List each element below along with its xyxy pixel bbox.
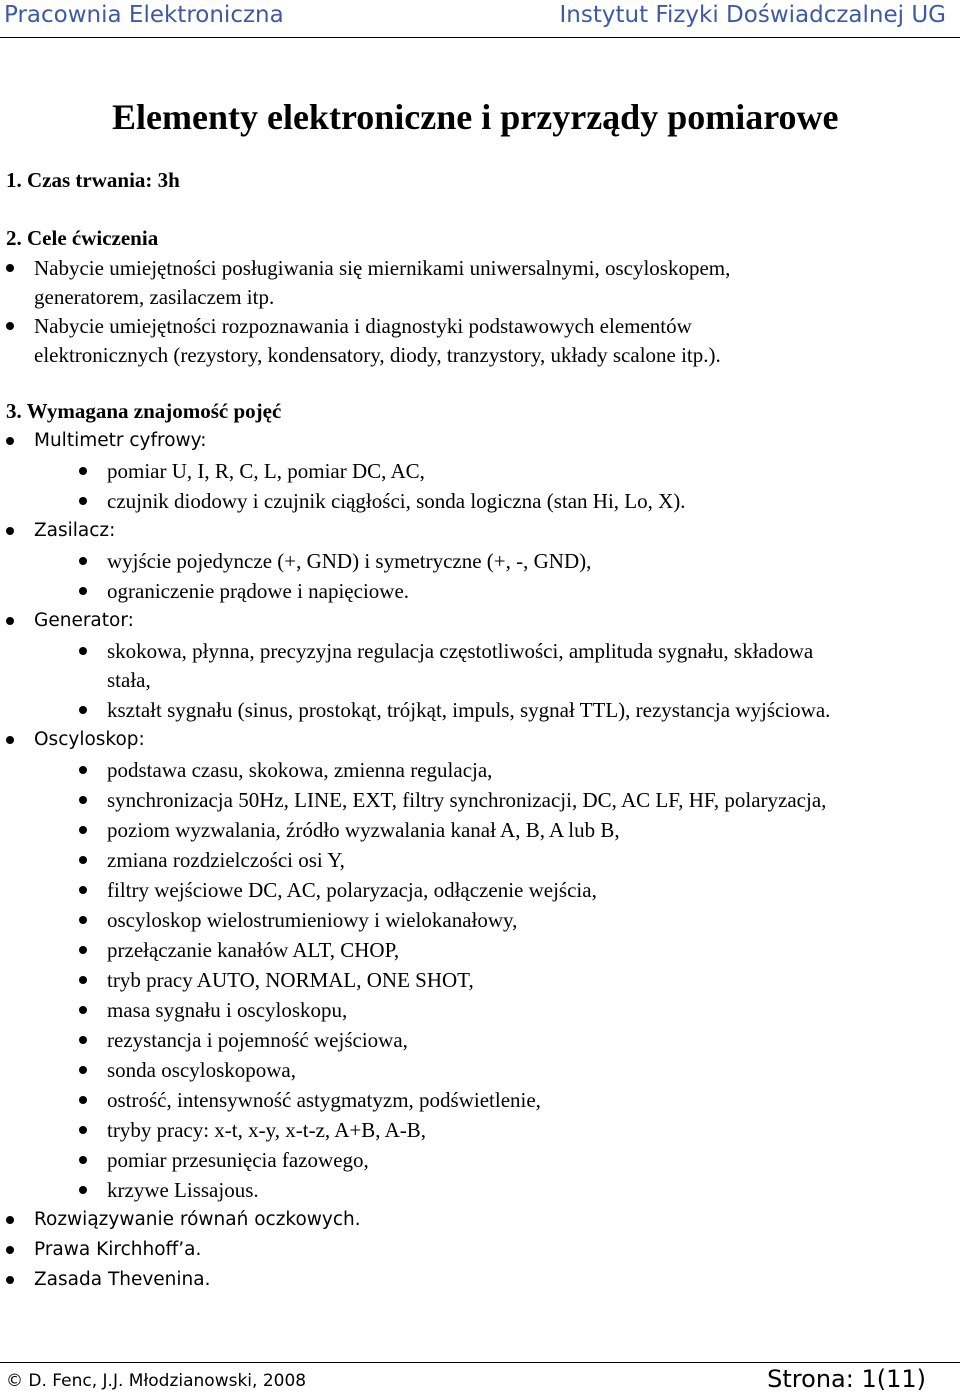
document-title: Elementy elektroniczne i przyrządy pomiarowe: [112, 97, 839, 137]
list-item: wyjście pojedyncze (+, GND) i symetryczne (+, -, GND),: [107, 549, 592, 573]
bullet: [79, 647, 87, 655]
list-item: pomiar U, I, R, C, L, pomiar DC, AC,: [107, 459, 425, 483]
list-item: czujnik diodowy i czujnik ciągłości, sonda logiczna (stan Hi, Lo, X).: [107, 489, 686, 513]
bullet: [79, 946, 87, 954]
page-header: [0, 0, 960, 36]
list-item: ostrość, intensywność astygmatyzm, podświetlenie,: [107, 1088, 541, 1112]
footer-page-number: Strona: 1(11): [767, 1365, 926, 1393]
list-item: poziom wyzwalania, źródło wyzwalania kanał A, B, A lub B,: [107, 818, 620, 842]
bullet: [6, 1246, 14, 1254]
bullet: [79, 467, 87, 475]
section-2-heading: 2. Cele ćwiczenia: [6, 226, 159, 250]
bullet: [79, 706, 87, 714]
list-item: Nabycie umiejętności rozpoznawania i diagnostyki podstawowych elementów: [34, 314, 692, 338]
bullet: [79, 826, 87, 834]
list-item: Rozwiązywanie równań oczkowych.: [34, 1209, 361, 1230]
list-item: krzywe Lissajous.: [107, 1178, 259, 1202]
bullet: [79, 856, 87, 864]
list-item: zmiana rozdzielczości osi Y,: [107, 848, 345, 872]
bullet: [6, 736, 14, 744]
list-item: przełączanie kanałów ALT, CHOP,: [107, 938, 400, 962]
bullet: [79, 1006, 87, 1014]
list-item: sonda oscyloskopowa,: [107, 1058, 296, 1082]
bullet: [79, 796, 87, 804]
bullet: [79, 1126, 87, 1134]
list-item: oscyloskop wielostrumieniowy i wielokanałowy,: [107, 908, 518, 932]
list-item: masa sygnału i oscyloskopu,: [107, 998, 348, 1022]
bullet: [79, 497, 87, 505]
bullet: [79, 1186, 87, 1194]
header-left: Pracownia Elektroniczna: [4, 2, 284, 28]
list-item: Nabycie umiejętności posługiwania się miernikami uniwersalnymi, oscyloskopem,: [34, 256, 731, 280]
section-1-heading: 1. Czas trwania: 3h: [6, 168, 180, 192]
bullet: [6, 1216, 14, 1224]
header-rule: [0, 37, 960, 38]
list-item: kształt sygnału (sinus, prostokąt, trójkąt, impuls, sygnał TTL), rezystancja wyjściowa.: [107, 698, 831, 722]
bullet: [6, 322, 14, 330]
multimetr-label: Multimetr cyfrowy:: [34, 430, 207, 451]
bullet: [6, 527, 14, 535]
bullet: [79, 1096, 87, 1104]
list-item: skokowa, płynna, precyzyjna regulacja częstotliwości, amplituda sygnału, składowa: [107, 639, 814, 663]
list-item: pomiar przesunięcia fazowego,: [107, 1148, 369, 1172]
oscyloskop-label: Oscyloskop:: [34, 729, 145, 750]
bullet: [79, 557, 87, 565]
bullet: [6, 264, 14, 272]
bullet: [79, 766, 87, 774]
section-3-heading: 3. Wymagana znajomość pojęć: [6, 399, 282, 423]
bullet: [6, 437, 14, 445]
bullet: [79, 1156, 87, 1164]
list-item: Zasada Thevenina.: [34, 1269, 211, 1290]
list-item: rezystancja i pojemność wejściowa,: [107, 1028, 408, 1052]
list-item: tryb pracy AUTO, NORMAL, ONE SHOT,: [107, 968, 474, 992]
bullet: [79, 886, 87, 894]
list-item: filtry wejściowe DC, AC, polaryzacja, odłączenie wejścia,: [107, 878, 597, 902]
zasilacz-label: Zasilacz:: [34, 520, 116, 541]
footer-rule: [0, 1362, 960, 1363]
list-item-cont: generatorem, zasilaczem itp.: [34, 285, 275, 309]
list-item: Prawa Kirchhoff’a.: [34, 1239, 202, 1260]
list-item: synchronizacja 50Hz, LINE, EXT, filtry synchronizacji, DC, AC LF, HF, polaryzacja,: [107, 788, 827, 812]
list-item-cont: elektronicznych (rezystory, kondensatory, diody, tranzystory, układy scalone itp.).: [34, 343, 721, 367]
bullet: [6, 1276, 14, 1284]
generator-label: Generator:: [34, 610, 134, 631]
footer-copyright: © D. Fenc, J.J. Młodzianowski, 2008: [6, 1371, 307, 1391]
bullet: [79, 976, 87, 984]
list-item-cont: stała,: [107, 668, 151, 692]
bullet: [6, 617, 14, 625]
list-item: podstawa czasu, skokowa, zmienna regulacja,: [107, 758, 493, 782]
bullet: [79, 1066, 87, 1074]
list-item: ograniczenie prądowe i napięciowe.: [107, 579, 410, 603]
header-right: Instytut Fizyki Doświadczalnej UG: [559, 2, 946, 28]
bullet: [79, 1036, 87, 1044]
bullet: [79, 916, 87, 924]
bullet: [79, 587, 87, 595]
list-item: tryby pracy: x-t, x-y, x-t-z, A+B, A-B,: [107, 1118, 427, 1142]
